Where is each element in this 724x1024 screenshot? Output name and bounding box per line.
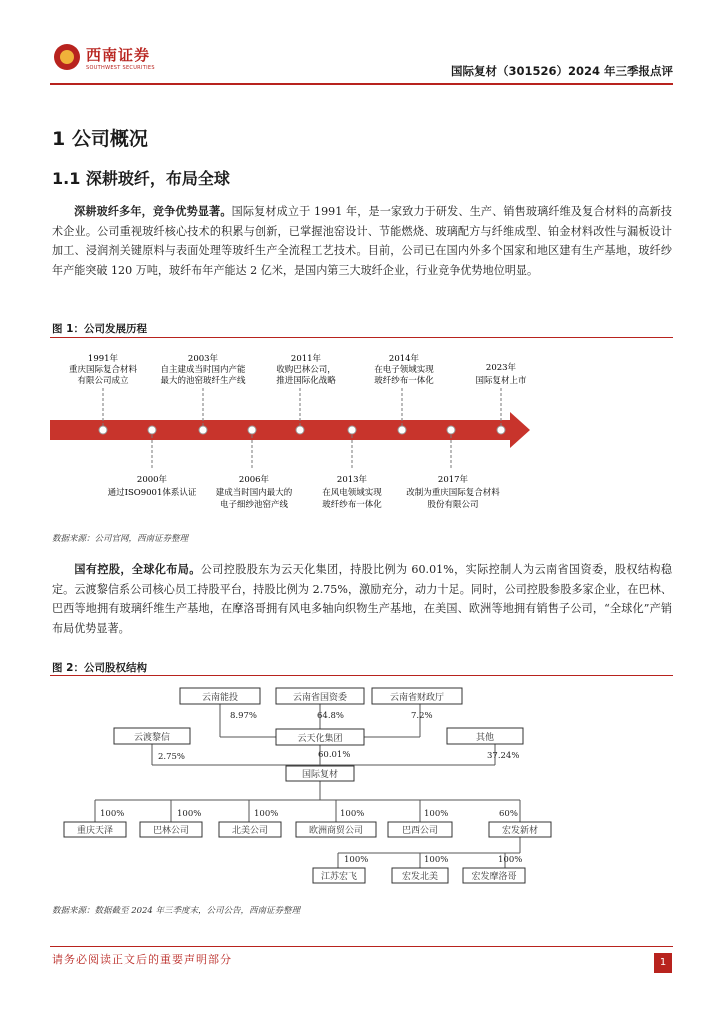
pct-label: 100%	[498, 855, 523, 865]
holder-name: 云南能投	[201, 693, 239, 703]
event-year: 2000年	[136, 475, 168, 485]
logo-en: SOUTHWEST SECURITIES	[86, 65, 155, 71]
event-year: 2013年	[336, 475, 368, 485]
pct-label: 60.01%	[318, 750, 351, 760]
event-line: 最大的池窑玻纤生产线	[160, 376, 246, 386]
event-line: 电子细纱池窑产线	[219, 500, 289, 510]
subsection-heading: 1.1 深耕玻纤，布局全球	[52, 169, 230, 188]
holder-name: 其他	[475, 733, 495, 743]
paragraph-ownership-lead: 国有控股，全球化布局。	[74, 563, 201, 576]
ownership-boxes	[64, 688, 551, 883]
figure1-divider	[50, 337, 673, 338]
group-name: 云天化集团	[297, 734, 343, 744]
event-line: 收购巴林公司，	[276, 365, 336, 375]
paragraph-intro	[52, 202, 672, 280]
holder-name: 云南省国资委	[292, 693, 348, 703]
subsidiary-name: 重庆天泽	[76, 826, 114, 836]
pct-label: 100%	[424, 809, 449, 819]
figure2-source: 数据来源：数据截至 2024 年三季度末，公司公告，西南证券整理	[52, 906, 301, 916]
timeline-arrow	[50, 412, 530, 448]
event-line: 建成当时国内最大的	[215, 488, 293, 498]
event-year: 2017年	[437, 475, 469, 485]
sub-subsidiary-name: 江苏宏飞	[320, 872, 358, 882]
event-year: 2006年	[238, 475, 270, 485]
holder-name: 云南省财政厅	[389, 693, 445, 703]
pct-label: 8.97%	[230, 711, 258, 721]
sub-subsidiary-name: 宏发摩洛哥	[471, 872, 517, 882]
pct-label: 100%	[340, 809, 365, 819]
event-line: 国际复材上市	[475, 376, 527, 386]
holder-name: 云渡黎信	[133, 733, 171, 743]
subsidiary-name: 北美公司	[231, 826, 269, 836]
pct-label: 100%	[254, 809, 279, 819]
paragraph-ownership-text: 公司控股股东为云天化集团，持股比例为 60.01%，实际控制人为云南省国资委，股权结构稳定。云渡黎信系公司核心员工持股平台，持股比例为 2.75%，激励充分，动力十足。同时，公司控股参股多家企业，在巴林、巴西等地拥有玻璃纤维生产基地，在摩洛哥拥有风电多轴向织物生产基地，在美国、欧洲等地拥有销售子公司，“全球化”产销布局优势显著。	[52, 563, 672, 635]
event-line: 通过ISO9001体系认证	[107, 488, 197, 498]
figure2-title: 图 2：公司股权结构	[52, 662, 147, 674]
pct-label: 64.8%	[317, 711, 345, 721]
pct-label: 7.2%	[411, 711, 433, 721]
event-line: 在风电领域实现	[322, 488, 382, 498]
footer-divider	[50, 946, 673, 947]
pct-label: 2.75%	[158, 752, 186, 762]
subsidiary-name: 欧洲商贸公司	[308, 826, 364, 836]
paragraph-intro-lead: 深耕玻纤多年，竞争优势显著。	[74, 205, 232, 218]
header-divider	[50, 83, 673, 85]
event-year: 2014年	[388, 354, 420, 364]
event-year: 2003年	[187, 354, 219, 364]
subsidiary-name: 巴林公司	[152, 826, 190, 836]
pct-label: 100%	[344, 855, 369, 865]
pct-label: 100%	[424, 855, 449, 865]
subsidiary-name: 巴西公司	[401, 826, 439, 836]
figure1-title: 图 1：公司发展历程	[52, 323, 147, 335]
event-line: 自主建成当时国内产能	[160, 365, 246, 375]
figure2-divider	[50, 675, 673, 676]
page-number: 1	[654, 953, 672, 973]
pct-label: 100%	[100, 809, 125, 819]
company-name: 国际复材	[301, 770, 339, 780]
event-line: 推进国际化战略	[276, 376, 336, 386]
event-line: 重庆国际复合材料	[68, 365, 138, 375]
paragraph-ownership	[52, 560, 672, 638]
event-line: 在电子领域实现	[374, 365, 434, 375]
subsidiary-name: 宏发新材	[501, 826, 539, 836]
event-line: 玻纤纱布一体化	[374, 376, 434, 386]
event-year: 2023年	[485, 363, 517, 373]
pct-label: 60%	[499, 809, 518, 819]
event-line: 有限公司成立	[77, 376, 129, 386]
logo-icon	[54, 44, 80, 70]
section-heading: 1 公司概况	[52, 128, 148, 150]
event-line: 玻纤纱布一体化	[322, 500, 382, 510]
timeline-chart	[50, 340, 674, 530]
paragraph-intro-text: 国际复材成立于 1991 年，是一家致力于研发、生产、销售玻璃纤维及复合材料的高新技术企业。公司重视玻纤核心技术的积累与创新，已掌握池窑设计、节能燃烧、玻璃配方与纤维成型、铂金材料改性与漏板设计加工、浸润剂关键原料与表面处理等玻纤生产全流程工艺技术。目前，公司已在国内外多个国家和地区建有生产基地，玻纤纱年产能突破 120 万吨，玻纤布年产能达 2 亿米，是国内第三大玻纤企业，行业竞争优势地位明显。	[52, 205, 672, 277]
logo-cn: 西南证券	[86, 46, 151, 64]
pct-label: 100%	[177, 809, 202, 819]
event-year: 1991年	[87, 354, 119, 364]
figure1-source: 数据来源：公司官网，西南证券整理	[52, 534, 189, 544]
ownership-chart	[50, 680, 674, 900]
footer-notice: 请务必阅读正文后的重要声明部分	[52, 953, 232, 966]
pct-label: 37.24%	[487, 751, 520, 761]
event-year: 2011年	[290, 354, 322, 364]
sub-subsidiary-name: 宏发北美	[401, 872, 439, 882]
report-title: 国际复材（301526）2024 年三季报点评	[450, 64, 673, 78]
event-line: 改制为重庆国际复合材料	[406, 488, 500, 498]
event-line: 股份有限公司	[427, 500, 479, 510]
